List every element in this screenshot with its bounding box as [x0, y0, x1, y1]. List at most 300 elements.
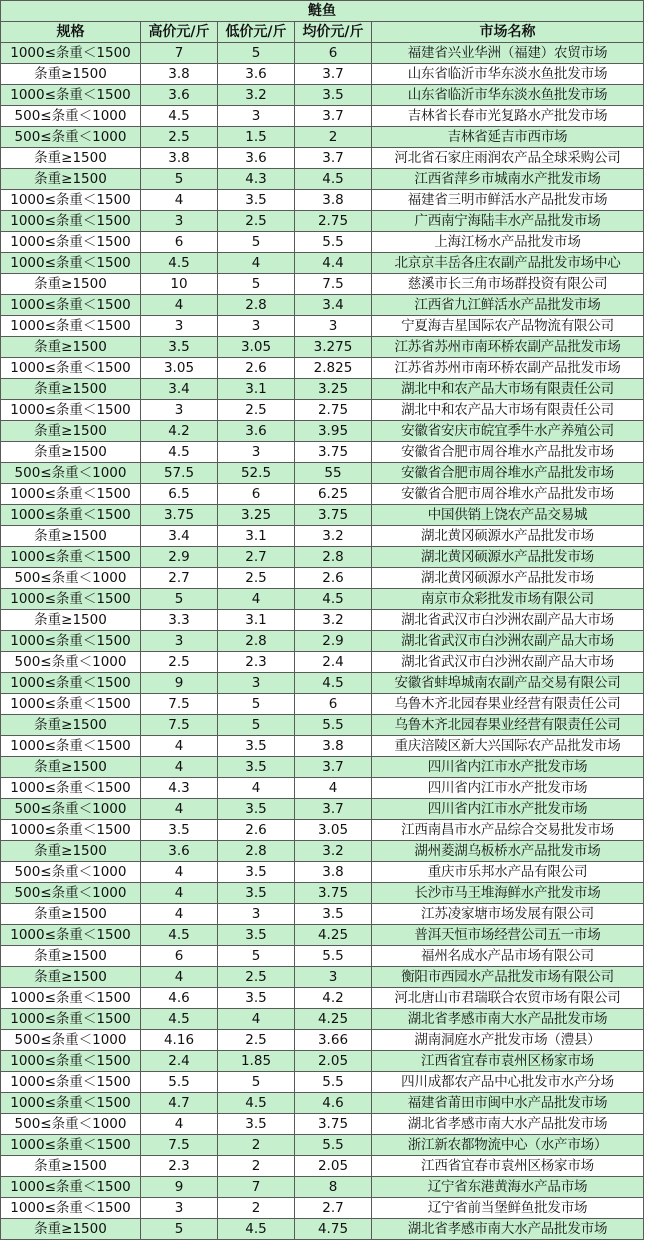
spec-cell[interactable]: 1000≤条重＜1500	[1, 925, 141, 946]
spec-cell[interactable]: 500≤条重＜1000	[1, 106, 141, 127]
spec-cell[interactable]: 条重≥1500	[1, 841, 141, 862]
high-price-cell[interactable]: 4	[141, 190, 218, 211]
spec-cell[interactable]: 1000≤条重＜1500	[1, 1198, 141, 1219]
low-price-cell[interactable]: 3	[218, 904, 295, 925]
market-name-cell[interactable]: 湖北中和农产品大市场有限责任公司	[372, 400, 644, 421]
spec-cell[interactable]: 1000≤条重＜1500	[1, 358, 141, 379]
avg-price-cell[interactable]: 3.2	[295, 841, 372, 862]
table-row	[1, 862, 644, 883]
avg-price-cell[interactable]: 6.25	[295, 484, 372, 505]
spec-cell[interactable]: 500≤条重＜1000	[1, 862, 141, 883]
market-name-cell[interactable]: 安徽省合肥市周谷堆水产品批发市场	[372, 484, 644, 505]
high-price-cell[interactable]: 2.4	[141, 1051, 218, 1072]
high-price-cell[interactable]: 3	[141, 400, 218, 421]
avg-price-cell[interactable]: 4.75	[295, 1219, 372, 1240]
avg-price-cell[interactable]: 3.7	[295, 757, 372, 778]
market-name-cell[interactable]: 湖北省武汉市白沙洲农副产品大市场	[372, 652, 644, 673]
spec-cell[interactable]: 条重≥1500	[1, 967, 141, 988]
low-price-cell[interactable]: 5	[218, 694, 295, 715]
market-name-cell[interactable]: 江西省萍乡市城南水产批发市场	[372, 169, 644, 190]
low-price-cell[interactable]: 5	[218, 274, 295, 295]
low-price-cell[interactable]: 2.5	[218, 967, 295, 988]
low-price-cell[interactable]: 4	[218, 253, 295, 274]
market-name-cell[interactable]: 四川省内江市水产批发市场	[372, 757, 644, 778]
high-price-cell[interactable]: 3	[141, 631, 218, 652]
spec-cell[interactable]: 1000≤条重＜1500	[1, 211, 141, 232]
low-price-cell[interactable]: 5	[218, 43, 295, 64]
high-price-cell[interactable]: 7.5	[141, 1135, 218, 1156]
avg-price-cell[interactable]: 3.5	[295, 904, 372, 925]
high-price-cell[interactable]: 4.5	[141, 1009, 218, 1030]
avg-price-cell[interactable]: 4.6	[295, 1093, 372, 1114]
spec-cell[interactable]: 条重≥1500	[1, 421, 141, 442]
spec-cell[interactable]: 500≤条重＜1000	[1, 1114, 141, 1135]
market-name-cell[interactable]: 浙江新农都物流中心（水产市场）	[372, 1135, 644, 1156]
high-price-cell[interactable]: 7	[141, 43, 218, 64]
avg-price-cell[interactable]: 8	[295, 1177, 372, 1198]
high-price-cell[interactable]: 3.4	[141, 379, 218, 400]
spec-cell[interactable]: 500≤条重＜1000	[1, 652, 141, 673]
low-price-cell[interactable]: 4.3	[218, 169, 295, 190]
avg-price-cell[interactable]: 3.7	[295, 148, 372, 169]
low-price-cell[interactable]: 2.6	[218, 820, 295, 841]
avg-price-cell[interactable]: 3.2	[295, 526, 372, 547]
avg-price-cell[interactable]: 5.5	[295, 1135, 372, 1156]
header-high-price[interactable]: 高价元/斤	[141, 22, 218, 43]
low-price-cell[interactable]: 3.6	[218, 64, 295, 85]
table-row	[1, 988, 644, 1009]
low-price-cell[interactable]: 3.5	[218, 883, 295, 904]
spec-cell[interactable]: 1000≤条重＜1500	[1, 316, 141, 337]
low-price-cell[interactable]: 2.5	[218, 211, 295, 232]
avg-price-cell[interactable]: 5.5	[295, 1072, 372, 1093]
market-name-cell[interactable]: 福建省三明市鲜活水产品批发市场	[372, 190, 644, 211]
high-price-cell[interactable]: 2.7	[141, 568, 218, 589]
avg-price-cell[interactable]: 2.6	[295, 568, 372, 589]
avg-price-cell[interactable]: 3.75	[295, 883, 372, 904]
low-price-cell[interactable]: 1.5	[218, 127, 295, 148]
avg-price-cell[interactable]: 3.8	[295, 736, 372, 757]
low-price-cell[interactable]: 3.5	[218, 190, 295, 211]
avg-price-cell[interactable]: 3.66	[295, 1030, 372, 1051]
high-price-cell[interactable]: 57.5	[141, 463, 218, 484]
market-name-cell[interactable]: 乌鲁木齐北园春果业经营有限责任公司	[372, 715, 644, 736]
market-name-cell[interactable]: 重庆涪陵区新大兴国际农产品批发市场	[372, 736, 644, 757]
low-price-cell[interactable]: 3.5	[218, 1114, 295, 1135]
avg-price-cell[interactable]: 3.7	[295, 64, 372, 85]
low-price-cell[interactable]: 2.3	[218, 652, 295, 673]
spec-cell[interactable]: 条重≥1500	[1, 64, 141, 85]
low-price-cell[interactable]: 2	[218, 1135, 295, 1156]
table-row	[1, 841, 644, 862]
market-name-cell[interactable]: 湖北省孝感市南大水产品批发市场	[372, 1009, 644, 1030]
avg-price-cell[interactable]: 3.75	[295, 442, 372, 463]
spec-cell[interactable]: 1000≤条重＜1500	[1, 1177, 141, 1198]
avg-price-cell[interactable]: 4.2	[295, 988, 372, 1009]
spec-cell[interactable]: 1000≤条重＜1500	[1, 673, 141, 694]
market-name-cell[interactable]: 湖北省武汉市白沙洲农副产品大市场	[372, 610, 644, 631]
spec-cell[interactable]: 1000≤条重＜1500	[1, 190, 141, 211]
avg-price-cell[interactable]: 5.5	[295, 715, 372, 736]
avg-price-cell[interactable]: 4.25	[295, 1009, 372, 1030]
low-price-cell[interactable]: 2	[218, 1156, 295, 1177]
table-row	[1, 526, 644, 547]
market-name-cell[interactable]: 辽宁省前当堡鲜鱼批发市场	[372, 1198, 644, 1219]
low-price-cell[interactable]: 2.5	[218, 400, 295, 421]
avg-price-cell[interactable]: 3	[295, 967, 372, 988]
high-price-cell[interactable]: 2.9	[141, 547, 218, 568]
spec-cell[interactable]: 条重≥1500	[1, 379, 141, 400]
low-price-cell[interactable]: 5	[218, 715, 295, 736]
avg-price-cell[interactable]: 3.05	[295, 820, 372, 841]
low-price-cell[interactable]: 3.5	[218, 925, 295, 946]
low-price-cell[interactable]: 4.5	[218, 1093, 295, 1114]
spec-cell[interactable]: 条重≥1500	[1, 274, 141, 295]
spec-cell[interactable]: 1000≤条重＜1500	[1, 295, 141, 316]
high-price-cell[interactable]: 4	[141, 967, 218, 988]
low-price-cell[interactable]: 3.5	[218, 988, 295, 1009]
low-price-cell[interactable]: 3.25	[218, 505, 295, 526]
low-price-cell[interactable]: 3	[218, 106, 295, 127]
spec-cell[interactable]: 条重≥1500	[1, 337, 141, 358]
market-name-cell[interactable]: 普洱天恒市场经营公司五一市场	[372, 925, 644, 946]
avg-price-cell[interactable]: 3.8	[295, 190, 372, 211]
avg-price-cell[interactable]: 4.5	[295, 169, 372, 190]
market-name-cell[interactable]: 河北唐山市君瑞联合农贸市场有限公司	[372, 988, 644, 1009]
spec-cell[interactable]: 条重≥1500	[1, 610, 141, 631]
avg-price-cell[interactable]: 3.2	[295, 610, 372, 631]
low-price-cell[interactable]: 3.6	[218, 421, 295, 442]
avg-price-cell[interactable]: 2.4	[295, 652, 372, 673]
high-price-cell[interactable]: 4.16	[141, 1030, 218, 1051]
low-price-cell[interactable]: 3.5	[218, 757, 295, 778]
spec-cell[interactable]: 1000≤条重＜1500	[1, 253, 141, 274]
low-price-cell[interactable]: 4.5	[218, 1219, 295, 1240]
market-name-cell[interactable]: 宁夏海吉星国际农产品物流有限公司	[372, 316, 644, 337]
high-price-cell[interactable]: 5	[141, 1219, 218, 1240]
high-price-cell[interactable]: 9	[141, 1177, 218, 1198]
spec-cell[interactable]: 1000≤条重＜1500	[1, 589, 141, 610]
market-name-cell[interactable]: 福建省莆田市闽中水产品批发市场	[372, 1093, 644, 1114]
avg-price-cell[interactable]: 2.75	[295, 211, 372, 232]
spec-cell[interactable]: 条重≥1500	[1, 169, 141, 190]
high-price-cell[interactable]: 7.5	[141, 715, 218, 736]
market-name-cell[interactable]: 衡阳市西园水产品批发市场有限公司	[372, 967, 644, 988]
market-name-cell[interactable]: 四川省内江市水产批发市场	[372, 778, 644, 799]
spec-cell[interactable]: 条重≥1500	[1, 757, 141, 778]
market-name-cell[interactable]: 湖北省孝感市南大水产品批发市场	[372, 1114, 644, 1135]
avg-price-cell[interactable]: 2.05	[295, 1051, 372, 1072]
avg-price-cell[interactable]: 3.95	[295, 421, 372, 442]
high-price-cell[interactable]: 4	[141, 904, 218, 925]
high-price-cell[interactable]: 2.5	[141, 127, 218, 148]
avg-price-cell[interactable]: 3.75	[295, 1114, 372, 1135]
market-name-cell[interactable]: 辽宁省东港黄海水产品市场	[372, 1177, 644, 1198]
avg-price-cell[interactable]: 2.8	[295, 547, 372, 568]
spec-cell[interactable]: 1000≤条重＜1500	[1, 43, 141, 64]
market-name-cell[interactable]: 安徽省合肥市周谷堆水产品批发市场	[372, 442, 644, 463]
high-price-cell[interactable]: 5.5	[141, 1072, 218, 1093]
high-price-cell[interactable]: 3.8	[141, 148, 218, 169]
low-price-cell[interactable]: 3.1	[218, 379, 295, 400]
high-price-cell[interactable]: 9	[141, 673, 218, 694]
market-name-cell[interactable]: 福州名成水产品市场有限公司	[372, 946, 644, 967]
table-row	[1, 253, 644, 274]
table-row	[1, 1072, 644, 1093]
spec-cell[interactable]: 条重≥1500	[1, 1219, 141, 1240]
avg-price-cell[interactable]: 3.5	[295, 85, 372, 106]
low-price-cell[interactable]: 2.5	[218, 1030, 295, 1051]
spec-cell[interactable]: 1000≤条重＜1500	[1, 694, 141, 715]
avg-price-cell[interactable]: 2.75	[295, 400, 372, 421]
spec-cell[interactable]: 500≤条重＜1000	[1, 127, 141, 148]
high-price-cell[interactable]: 4	[141, 862, 218, 883]
low-price-cell[interactable]: 3	[218, 673, 295, 694]
market-name-cell[interactable]: 湖北省武汉市白沙洲农副产品大市场	[372, 631, 644, 652]
high-price-cell[interactable]: 4	[141, 736, 218, 757]
high-price-cell[interactable]: 2.3	[141, 1156, 218, 1177]
low-price-cell[interactable]: 7	[218, 1177, 295, 1198]
market-name-cell[interactable]: 北京京丰岳各庄农副产品批发市场中心	[372, 253, 644, 274]
spec-cell[interactable]: 条重≥1500	[1, 1156, 141, 1177]
high-price-cell[interactable]: 3	[141, 316, 218, 337]
avg-price-cell[interactable]: 3.7	[295, 799, 372, 820]
market-name-cell[interactable]: 重庆市乐邦水产品有限公司	[372, 862, 644, 883]
low-price-cell[interactable]: 4	[218, 778, 295, 799]
low-price-cell[interactable]: 2.8	[218, 295, 295, 316]
market-name-cell[interactable]: 安徽省合肥市周谷堆水产品批发市场	[372, 463, 644, 484]
low-price-cell[interactable]: 52.5	[218, 463, 295, 484]
market-name-cell[interactable]: 江西南昌市水产品综合交易批发市场	[372, 820, 644, 841]
market-name-cell[interactable]: 江苏省苏州市南环桥农副产品批发市场	[372, 358, 644, 379]
spec-cell[interactable]: 1000≤条重＜1500	[1, 1072, 141, 1093]
avg-price-cell[interactable]: 3.7	[295, 106, 372, 127]
spec-cell[interactable]: 条重≥1500	[1, 946, 141, 967]
low-price-cell[interactable]: 3.6	[218, 148, 295, 169]
avg-price-cell[interactable]: 3.25	[295, 379, 372, 400]
avg-price-cell[interactable]: 4.4	[295, 253, 372, 274]
avg-price-cell[interactable]: 3.4	[295, 295, 372, 316]
avg-price-cell[interactable]: 7.5	[295, 274, 372, 295]
header-low-price[interactable]: 低价元/斤	[218, 22, 295, 43]
low-price-cell[interactable]: 4	[218, 589, 295, 610]
spec-cell[interactable]: 1000≤条重＜1500	[1, 232, 141, 253]
high-price-cell[interactable]: 4	[141, 799, 218, 820]
market-name-cell[interactable]: 慈溪市长三角市场群投资有限公司	[372, 274, 644, 295]
spec-cell[interactable]: 500≤条重＜1000	[1, 1030, 141, 1051]
avg-price-cell[interactable]: 55	[295, 463, 372, 484]
market-name-cell[interactable]: 湖北中和农产品大市场有限责任公司	[372, 379, 644, 400]
high-price-cell[interactable]: 3	[141, 211, 218, 232]
spec-cell[interactable]: 1000≤条重＜1500	[1, 85, 141, 106]
high-price-cell[interactable]: 2.5	[141, 652, 218, 673]
market-name-cell[interactable]: 河北省石家庄雨润农产品全球采购公司	[372, 148, 644, 169]
high-price-cell[interactable]: 4	[141, 295, 218, 316]
avg-price-cell[interactable]: 5.5	[295, 232, 372, 253]
high-price-cell[interactable]: 3.5	[141, 337, 218, 358]
low-price-cell[interactable]: 3.1	[218, 610, 295, 631]
market-name-cell[interactable]: 四川成都农产品中心批发市水产分场	[372, 1072, 644, 1093]
avg-price-cell[interactable]: 3.75	[295, 505, 372, 526]
market-name-cell[interactable]: 上海江杨水产品批发市场	[372, 232, 644, 253]
low-price-cell[interactable]: 2.5	[218, 568, 295, 589]
high-price-cell[interactable]: 7.5	[141, 694, 218, 715]
spec-cell[interactable]: 500≤条重＜1000	[1, 799, 141, 820]
header-spec[interactable]: 规格	[1, 22, 141, 43]
spec-cell[interactable]: 条重≥1500	[1, 442, 141, 463]
low-price-cell[interactable]: 4	[218, 1009, 295, 1030]
low-price-cell[interactable]: 3.5	[218, 862, 295, 883]
low-price-cell[interactable]: 2	[218, 1198, 295, 1219]
low-price-cell[interactable]: 6	[218, 484, 295, 505]
high-price-cell[interactable]: 3.6	[141, 841, 218, 862]
market-name-cell[interactable]: 福建省兴业华洲（福建）农贸市场	[372, 43, 644, 64]
avg-price-cell[interactable]: 6	[295, 694, 372, 715]
market-name-cell[interactable]: 湖州菱湖乌板桥水产品批发市场	[372, 841, 644, 862]
low-price-cell[interactable]: 3	[218, 316, 295, 337]
high-price-cell[interactable]: 3.8	[141, 64, 218, 85]
high-price-cell[interactable]: 4.6	[141, 988, 218, 1009]
market-name-cell[interactable]: 湖北黄冈硕源水产品批发市场	[372, 568, 644, 589]
high-price-cell[interactable]: 6	[141, 232, 218, 253]
high-price-cell[interactable]: 4	[141, 757, 218, 778]
avg-price-cell[interactable]: 4	[295, 778, 372, 799]
market-name-cell[interactable]: 江西省宜春市袁州区杨家市场	[372, 1156, 644, 1177]
market-name-cell[interactable]: 湖北黄冈硕源水产品批发市场	[372, 547, 644, 568]
high-price-cell[interactable]: 4.5	[141, 925, 218, 946]
avg-price-cell[interactable]: 3	[295, 316, 372, 337]
market-name-cell[interactable]: 江西省宜春市袁州区杨家市场	[372, 1051, 644, 1072]
market-name-cell[interactable]: 山东省临沂市华东淡水鱼批发市场	[372, 64, 644, 85]
spec-cell[interactable]: 1000≤条重＜1500	[1, 631, 141, 652]
avg-price-cell[interactable]: 6	[295, 43, 372, 64]
spec-cell[interactable]: 1000≤条重＜1500	[1, 820, 141, 841]
high-price-cell[interactable]: 10	[141, 274, 218, 295]
header-avg-price[interactable]: 均价元/斤	[295, 22, 372, 43]
spec-cell[interactable]: 1000≤条重＜1500	[1, 778, 141, 799]
avg-price-cell[interactable]: 2.9	[295, 631, 372, 652]
high-price-cell[interactable]: 4.7	[141, 1093, 218, 1114]
table-row	[1, 799, 644, 820]
market-name-cell[interactable]: 中国供销上饶农产品交易城	[372, 505, 644, 526]
low-price-cell[interactable]: 5	[218, 946, 295, 967]
market-name-cell[interactable]: 江苏凌家塘市场发展有限公司	[372, 904, 644, 925]
high-price-cell[interactable]: 6	[141, 946, 218, 967]
avg-price-cell[interactable]: 3.275	[295, 337, 372, 358]
high-price-cell[interactable]: 3.3	[141, 610, 218, 631]
market-name-cell[interactable]: 南京市众彩批发市场有限公司	[372, 589, 644, 610]
high-price-cell[interactable]: 4.5	[141, 442, 218, 463]
market-name-cell[interactable]: 四川省内江市水产批发市场	[372, 799, 644, 820]
avg-price-cell[interactable]: 4.25	[295, 925, 372, 946]
market-name-cell[interactable]: 湖北黄冈硕源水产品批发市场	[372, 526, 644, 547]
market-name-cell[interactable]: 吉林省延吉市西市场	[372, 127, 644, 148]
avg-price-cell[interactable]: 2.7	[295, 1198, 372, 1219]
spec-cell[interactable]: 1000≤条重＜1500	[1, 505, 141, 526]
high-price-cell[interactable]: 3.75	[141, 505, 218, 526]
high-price-cell[interactable]: 3	[141, 1198, 218, 1219]
spec-cell[interactable]: 500≤条重＜1000	[1, 883, 141, 904]
spec-cell[interactable]: 条重≥1500	[1, 526, 141, 547]
spec-cell[interactable]: 1000≤条重＜1500	[1, 1135, 141, 1156]
low-price-cell[interactable]: 3.2	[218, 85, 295, 106]
low-price-cell[interactable]: 2.6	[218, 358, 295, 379]
avg-price-cell[interactable]: 2.825	[295, 358, 372, 379]
market-name-cell[interactable]: 江苏省苏州市南环桥农副产品批发市场	[372, 337, 644, 358]
low-price-cell[interactable]: 2.8	[218, 841, 295, 862]
high-price-cell[interactable]: 4.2	[141, 421, 218, 442]
low-price-cell[interactable]: 3	[218, 442, 295, 463]
market-name-cell[interactable]: 长沙市马王堆海鲜水产批发市场	[372, 883, 644, 904]
low-price-cell[interactable]: 2.8	[218, 631, 295, 652]
high-price-cell[interactable]: 4	[141, 883, 218, 904]
spec-cell[interactable]: 条重≥1500	[1, 904, 141, 925]
high-price-cell[interactable]: 5	[141, 589, 218, 610]
avg-price-cell[interactable]: 2	[295, 127, 372, 148]
spec-cell[interactable]: 条重≥1500	[1, 148, 141, 169]
avg-price-cell[interactable]: 5.5	[295, 946, 372, 967]
low-price-cell[interactable]: 3.05	[218, 337, 295, 358]
spec-cell[interactable]: 1000≤条重＜1500	[1, 484, 141, 505]
low-price-cell[interactable]: 5	[218, 232, 295, 253]
table-row	[1, 358, 644, 379]
avg-price-cell[interactable]: 4.5	[295, 673, 372, 694]
low-price-cell[interactable]: 3.1	[218, 526, 295, 547]
high-price-cell[interactable]: 4.5	[141, 253, 218, 274]
high-price-cell[interactable]: 4.5	[141, 106, 218, 127]
spec-cell[interactable]: 1000≤条重＜1500	[1, 547, 141, 568]
market-name-cell[interactable]: 广西南宁海陆丰水产品批发市场	[372, 211, 644, 232]
spec-cell[interactable]: 1000≤条重＜1500	[1, 736, 141, 757]
avg-price-cell[interactable]: 3.8	[295, 862, 372, 883]
high-price-cell[interactable]: 6.5	[141, 484, 218, 505]
spec-cell[interactable]: 1000≤条重＜1500	[1, 400, 141, 421]
spec-cell[interactable]: 条重≥1500	[1, 715, 141, 736]
spec-cell[interactable]: 500≤条重＜1000	[1, 568, 141, 589]
high-price-cell[interactable]: 3.4	[141, 526, 218, 547]
high-price-cell[interactable]: 5	[141, 169, 218, 190]
table-row	[1, 631, 644, 652]
spec-cell[interactable]: 1000≤条重＜1500	[1, 1009, 141, 1030]
low-price-cell[interactable]: 5	[218, 1072, 295, 1093]
market-name-cell[interactable]: 乌鲁木齐北园春果业经营有限责任公司	[372, 694, 644, 715]
high-price-cell[interactable]: 4	[141, 1114, 218, 1135]
market-name-cell[interactable]: 湖南洞庭水产批发市场（澧县）	[372, 1030, 644, 1051]
spec-cell[interactable]: 1000≤条重＜1500	[1, 1093, 141, 1114]
market-name-cell[interactable]: 江西省九江鲜活水产品批发市场	[372, 295, 644, 316]
header-market-name[interactable]: 市场名称	[372, 22, 644, 43]
market-name-cell[interactable]: 吉林省长春市光复路水产批发市场	[372, 106, 644, 127]
table-row	[1, 421, 644, 442]
spec-cell[interactable]: 1000≤条重＜1500	[1, 988, 141, 1009]
market-name-cell[interactable]: 湖北省孝感市南大水产品批发市场	[372, 1219, 644, 1240]
avg-price-cell[interactable]: 2.05	[295, 1156, 372, 1177]
low-price-cell[interactable]: 3.5	[218, 736, 295, 757]
market-name-cell[interactable]: 山东省临沂市华东淡水鱼批发市场	[372, 85, 644, 106]
avg-price-cell[interactable]: 4.5	[295, 589, 372, 610]
high-price-cell[interactable]: 3.5	[141, 820, 218, 841]
low-price-cell[interactable]: 3.5	[218, 799, 295, 820]
market-name-cell[interactable]: 安徽省蚌埠城南农副产品交易有限公司	[372, 673, 644, 694]
market-name-cell[interactable]: 安徽省安庆市皖宜季牛水产养殖公司	[372, 421, 644, 442]
high-price-cell[interactable]: 3.6	[141, 85, 218, 106]
spec-cell[interactable]: 1000≤条重＜1500	[1, 1051, 141, 1072]
high-price-cell[interactable]: 3.05	[141, 358, 218, 379]
high-price-cell[interactable]: 4.3	[141, 778, 218, 799]
low-price-cell[interactable]: 1.85	[218, 1051, 295, 1072]
spec-cell[interactable]: 500≤条重＜1000	[1, 463, 141, 484]
low-price-cell[interactable]: 2.7	[218, 547, 295, 568]
